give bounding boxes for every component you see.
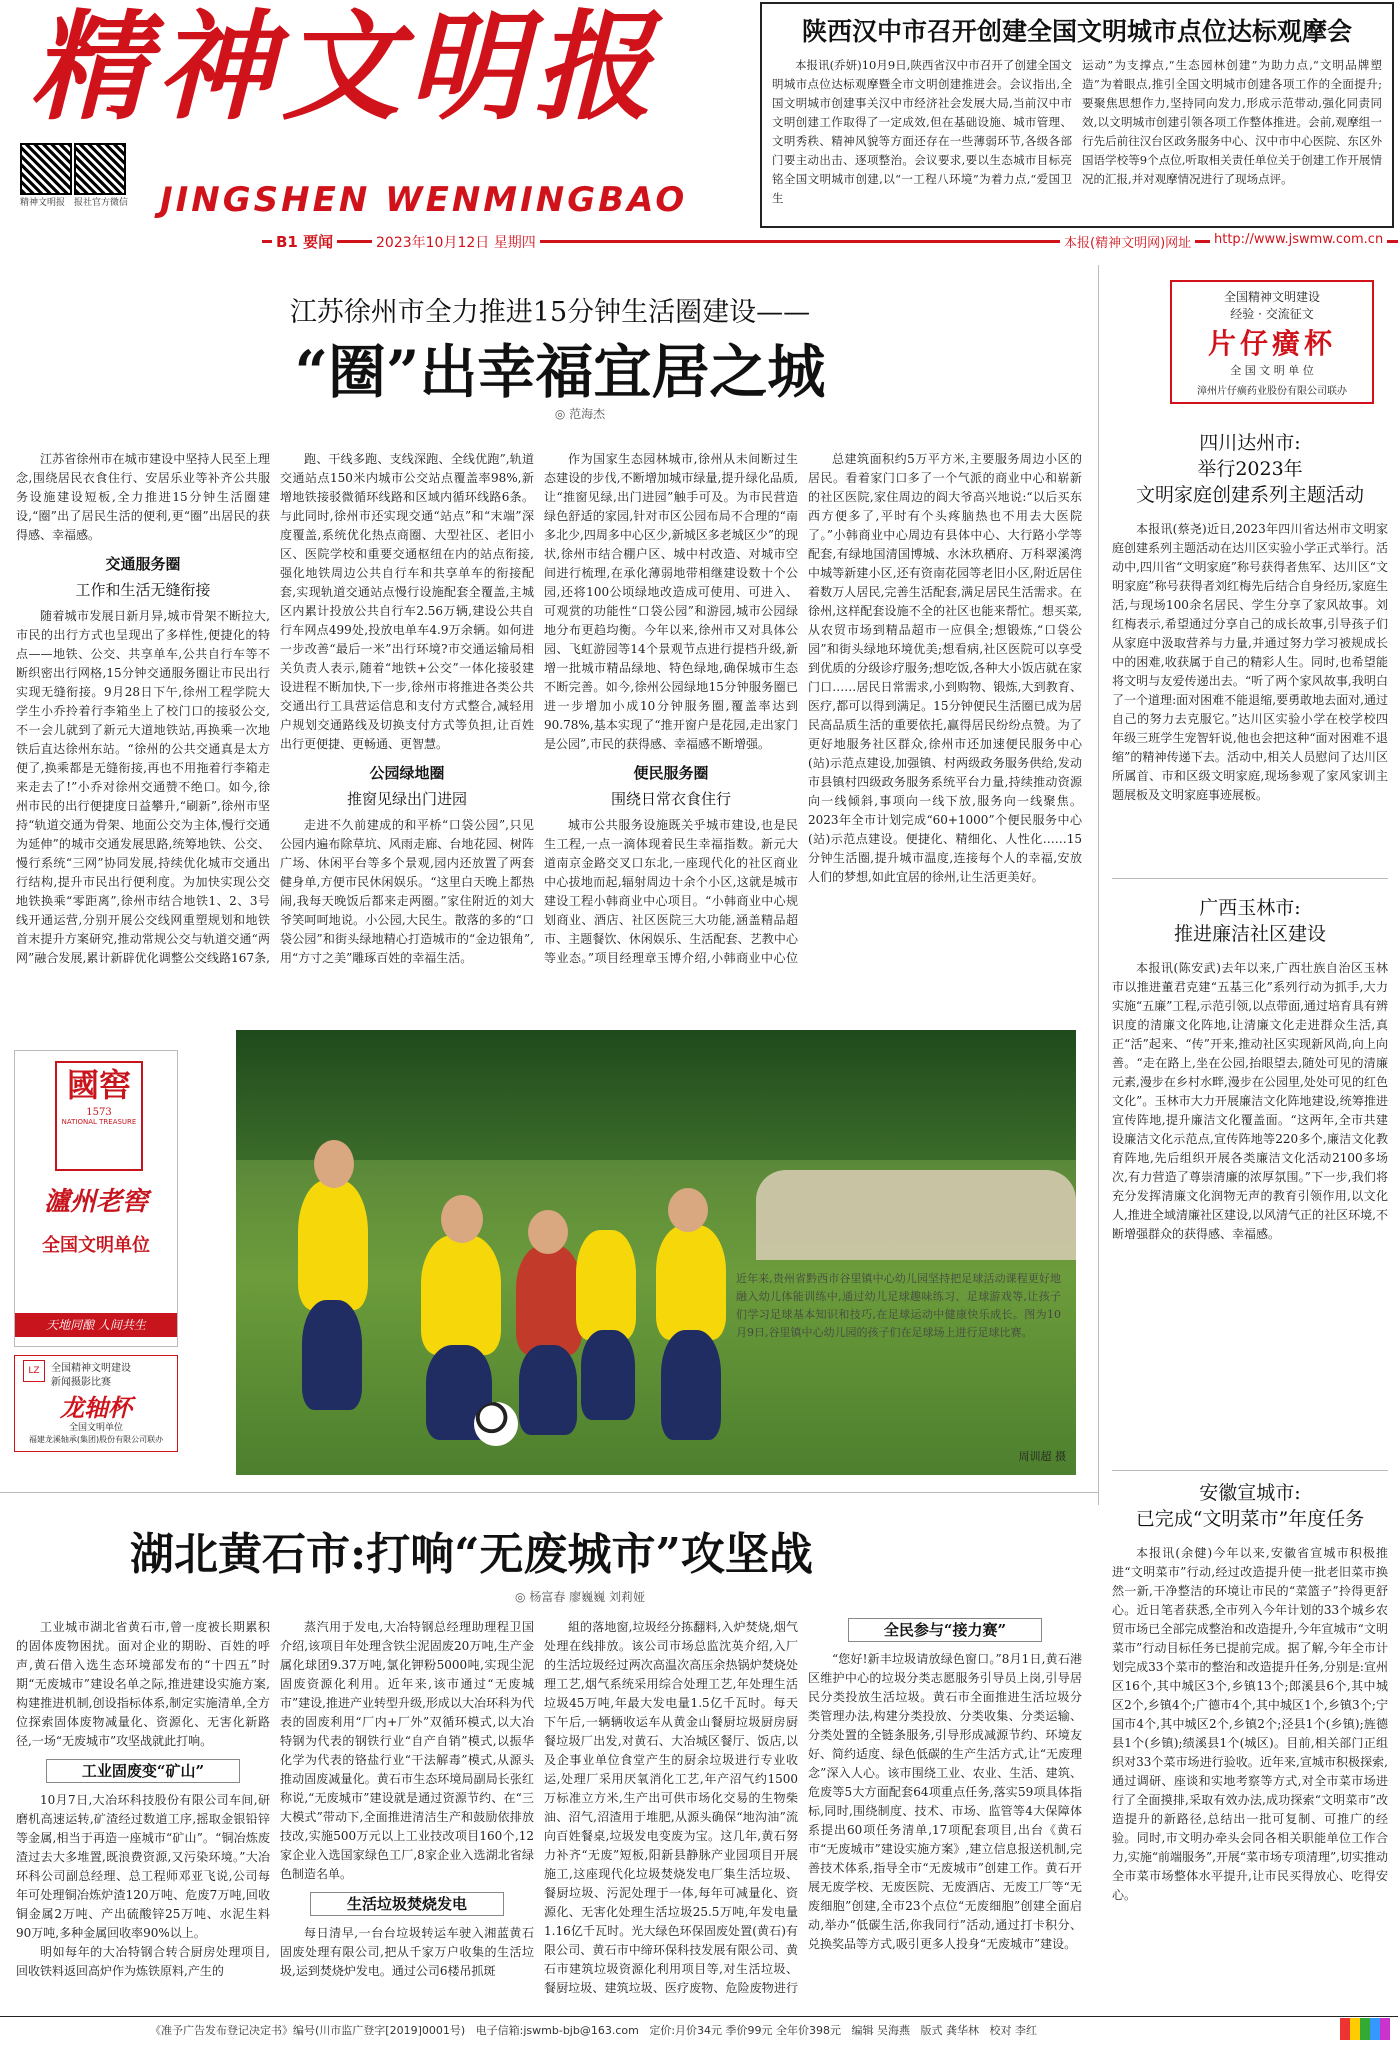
main-story-col3	[544, 450, 798, 970]
ad-unit: 全国文明单位	[42, 1235, 150, 1256]
paragraph: 工业城市湖北省黄石市,曾一度被长期累积的固体废物困扰。面对企业的期盼、百姓的呼声,黄石借入选生态环境部发布的“十四五”时期“无废城市”建设名单之际,推进建设实施方案,构建推进机制,创设指标体系,制定实施清单,全方位探索固体废物减量化、资源化、无害化新路径,一场“无废城市”攻坚战就此打响。	[16, 1620, 270, 1748]
footer-license: 《准予广告发布登记决定书》编号(川市监广登字[2019]0001号)	[150, 2024, 466, 2037]
ad-line: 全 国 文 明 单 位	[1230, 364, 1314, 377]
subhead: 全民参与“接力赛”	[848, 1618, 1042, 1642]
side-title: 举行2023年	[1197, 458, 1303, 480]
top-story-title: 陕西汉中市召开创建全国文明城市点位达标观摩会	[801, 17, 1352, 46]
ad-brand-en: NATIONAL TREASURE	[61, 1118, 137, 1126]
subhead: 便民服务圈	[633, 764, 709, 782]
side-body: 本报讯(陈安武)去年以来,广西壮族自治区玉林市以推进董君克建“五基三化”系列行动为抓手,大力实施“五廉”工程,示范引领,以点带面,通过培育具有辨识度的清廉文化阵地,让清廉文化走进群众生活,真正“活”起来、“传”开来,推动社区实现新风尚,向上向善。“走在路上,坐在公园,抬眼望去,随处可见的清廉元素,漫步在乡村水畔,漫步在公园里,处处可见的红色文化”。玉林市大力开展廉洁文化阵地建设,统筹推进宣传阵地,提升廉洁文化覆盖面。“这两年,全市共建设廉洁文化示范点,宣传阵地等220多个,廉洁文化教育阵地,先后组织开展各类廉洁文化活动2100多场次,有力营造了尊崇清廉的浓厚氛围。”下一步,我们将充分发挥清廉文化润物无声的教育引领作用,以文化人,推进全域清廉社区建设,以风清气正的社区环境,不断增强群众的获得感、幸福感。	[1112, 961, 1388, 1241]
paragraph: “您好!新丰垃圾请放绿色窗口。”8月1日,黄石港区维护中心的垃圾分类志愿服务引导员上岗,引导居民分类投放生活垃圾。黄石市全面推进生活垃圾分类管理办法,构建分类投放、分类收集、分类运输、分类处置的全链条服务,引导形成减源节约、环境友好、简约适度、绿色低碳的生产生活方式,让“无废理念”深入人心。该市围绕工业、农业、生活、建筑、危废等5大方面配套64项重点任务,落实59项具体指标,同时,围绕制度、技术、市场、监管等4大保障体系提出60项任务清单,17项配套项目,出台《黄石市“无废城市”建设实施方案》,建立信息报送机制,完善技术体系,指导全市“无废城市”创建工作。黄石开展无废学校、无废医院、无废酒店、无废工厂等“无废细胞”创建,全市23个点位“无废细胞”创建全面启动,举办“低碳生活,你我同行”活动,通过打卡积分、兑换奖品等方式,吸引更多人投身“无废城市”建设。	[808, 1652, 1082, 1951]
qr-label: 精神文明报	[20, 198, 66, 208]
ad-brand: 國窖	[66, 1066, 131, 1104]
top-story-col2: 运动”为支撑点,“生态园林创建”为助力点,“文明品牌塑造”为着眼点,推引全国文明城市创建各项工作的全面提升;要聚焦思想作力,坚持同向发力,形成示范带动,强化同责同效,以文明城市创建引领各项工作整体推进。会前,观摩组一行先后前往汉台区政务服务中心、汉中市中心医院、东区外国语学校等9个点位,听取相关责任单位关于创建工作开展情况的汇报,并对观摩情况进行了现场点评。	[1082, 58, 1382, 186]
qr-icon	[74, 143, 126, 195]
side-title: 安徽宣城市:	[1199, 1482, 1301, 1504]
footer-price: 定价:月价34元 季价99元 全年价398元	[649, 2024, 842, 2037]
bottom-story-headline: 湖北黄石市:打响“无废城市”攻坚战	[130, 1529, 813, 1580]
sidebar-divider	[1098, 265, 1099, 1505]
side-story-xuancheng	[1112, 1480, 1388, 2034]
subhead: 围绕日常衣食住行	[610, 790, 731, 808]
ad-brand: 龙轴杯	[60, 1393, 132, 1422]
paragraph: 随着城市发展日新月异,城市骨架不断拉大,市民的出行方式也呈现出了多样性,便捷化的特点——地铁、公交、共享单车,公共自行车等不断织密出行网格,15分钟交通服务圈让市民出行实现无缝衔接。9月28日下午,徐州工程学院大学生小乔拎着行李箱坐上了校门口的接驳公交,不一会儿就到了新元大道地铁站,再换乘一次地铁后直达徐州东站。“徐州的公共交通真是太方便了,换乘都是无缝衔接,再也不用拖着行李箱走来走去了!”小乔对徐州交通赞不绝口。如今,徐州市民的出行便捷度日益攀升,“刷新”,徐州市坚持“轨道交通为骨架、地面公交为主体,慢行交通为延伸”的城市交通发展思路,统筹地铁、公交、慢行系统“三网”协同发展,持续优化城市交通出行结构,提升市民出行便利度。为加快实现公交地铁换乘“零距离”,徐州市结合地铁1、2、3号线开通运营,分别开展公交线网重塑规划和地铁首末提升方案研究,推动常规公交与轨道交通“两网”融合发展,累计新辟优化调整公交线路167条,	[16, 609, 270, 965]
paragraph: 每日清早,一台台垃圾转运车驶入湘蓝黄石固废处理有限公司,把从千家万户收集的生活垃圾,运到焚烧炉发电。通过公司6楼吊抓斑	[280, 1926, 534, 1978]
qr-code-1	[20, 143, 72, 208]
section-label: B1 要闻	[272, 231, 337, 252]
child-figure	[576, 1230, 636, 1340]
subhead: 工作和生活无缝衔接	[75, 581, 211, 599]
side-story-yulin	[1112, 895, 1388, 1489]
footer-editor: 编辑 吴海燕	[851, 2024, 911, 2037]
top-story-box	[760, 2, 1394, 228]
lz-logo-icon: LZ	[23, 1360, 45, 1382]
paragraph: 城市公共服务设施既关乎城市建设,也是民生工程,一点一滴体现着民生幸福指数。新元大道南京金路交叉口东北,一座现代化的社区商业中心拔地而起,辐射周边十余个小区,这就是城市建设工程小韩商业中心项目。“小韩商业中心规划商业、酒店、社区医院三大功能,涵盖精品超市、主题餐饮、休闲娱乐、生活配套、艺教中心等业态。”项目经理章玉博介绍,小韩商业中心位	[544, 818, 798, 965]
paragraph: 跑、干线多跑、支线深跑、全线优跑”,轨道交通站点150米内城市公交站点覆盖率98%,新增地铁接驳微循环线路和区域内循环线路6条。与此同时,徐州市还实现交通“站点”和“末端”深度覆盖,系统优化热点商圈、大型社区、老旧小区、医院学校和重要交通枢纽在内的站点衔接,强化地铁周边公共自行车和共享单车的衔接配套,实现轨道交通站点慢行设施配套全覆盖,主城区内累计投放公共自行车2.56万辆,建设公共自行车网点499处,投放电单车4.9万余辆。如何进一步改善“最后一米”出行环境?市交通运输局相关负责人表示,随着“地铁+公交”一体化接驳建设进程不断加快,下一步,徐州市将推进各类公共交通出行工具营运信息和支付方式整合,减轻用户规划交通路线及切换支付方式等负担,让百姓出行更便捷、更畅通、更智慧。	[280, 452, 534, 751]
bottom-col2	[280, 1618, 534, 1998]
qr-label: 报社官方微信	[74, 198, 129, 208]
footer-email[interactable]: 电子信箱:jswmb-bjb@163.com	[475, 2024, 639, 2037]
footer	[150, 2022, 1390, 2038]
guojiao-logo	[55, 1061, 143, 1171]
bottom-story-byline: ◎ 杨富春 廖巍巍 刘莉娅	[515, 1590, 645, 1604]
ad-year: 1573	[86, 1107, 112, 1118]
subhead: 生活垃圾焚烧发电	[310, 1892, 504, 1916]
ad-slogan: 天地同酿 人间共生	[15, 1313, 177, 1337]
photo-caption: 近年来,贵州省黔西市谷里镇中心幼儿园坚持把足球活动课程更好地融入幼儿体能训练中,通过幼儿足球趣味练习、足球游戏等,让孩子们学习足球基本知识和技巧,在足球运动中健康快乐成长。图为10月9日,谷里镇中心幼儿园的孩子们在足球场上进行足球比赛。	[736, 1272, 1061, 1339]
side-title: 文明家庭创建系列主题活动	[1135, 484, 1364, 506]
side-title: 四川达州市:	[1199, 432, 1301, 454]
section-bar	[0, 230, 1398, 252]
side-body: 本报讯(蔡尧)近日,2023年四川省达州市文明家庭创建系列主题活动在达川区实验小学正式举行。活动中,四川省“文明家庭”称号获得者焦军、达川区“文明家庭”称号获得者刘红梅先后结合自身经历,家庭生活,与现场100余名居民、学生分享了家风故事。刘红梅表示,希望通过分享自己的成长故事,引导孩子们从家庭中汲取营养与力量,并通过努力学习被规成长中的困难,收获属于自己的精彩人生。同时,也希望能将文明与友爱传递出去。“听了两个家风故事,我明白了一个道理:面对困难不能退缩,要勇敢地去面对,通过自己的努力去克服它。”达川区实验小学在校学校四年级三班学生宠智轩说,他也会把这种“面对困难不退缩”的精神传递下去。活动中,相关人员慰问了达川区所属首、市和区级文明家庭,现场参观了家风家训主题展板及文明家庭事迹展板。	[1112, 522, 1388, 802]
newspaper-pinyin: JINGSHEN WENMINGBAO	[160, 180, 688, 220]
side-title: 广西玉林市:	[1199, 897, 1301, 919]
website-label: 本报(精神文明网)网址	[1060, 232, 1195, 251]
bottom-col1	[16, 1618, 270, 1998]
newspaper-logo: 精神文明报	[30, 0, 661, 136]
paragraph: 走进不久前建成的和平桥“口袋公园”,只见公园内遍布除草坑、风雨走廊、台地花园、树阵广场、休闲平台等多个景观,园内还放置了两套健身单,方便市民休闲娱乐。“这里白天晚上都热闹,我每天晚饭后都来走两圈。”家住附近的刘大爷笑呵呵地说。小公园,大民生。散落的多的“口袋公园”和街头绿地精心打造城市的“金边银角”,用“方寸之美”雕琢百姓的幸福生活。	[280, 818, 534, 965]
issue-date: 2023年10月12日 星期四	[372, 232, 540, 252]
side-story-dazhou	[1112, 430, 1388, 880]
website-url[interactable]: http://www.jswmw.com.cn	[1210, 232, 1387, 247]
bottom-col3	[544, 1618, 798, 1998]
main-story-col1	[16, 450, 270, 970]
side-body: 本报讯(余健)今年以来,安徽省宣城市积极推进“文明菜市”行动,经过改造提升使一批老旧菜市换然一新,干净整洁的环境让市民的“菜篮子”拎得更舒心。近日笔者获悉,全市列入今年计划的33个城乡农贸市场已全部完成整治和改造提升,今年宣城市“文明菜市”行动目标任务已提前完成。据了解,今年全市计划完成33个菜市的整治和改造提升任务,分别是:宣州区16个,其中城区3个,乡镇13个;郎溪县6个,其中城区2个,乡镇4个;广德市4个,其中城区1个,乡镇3个;宁国市4个,其中城区2个,乡镇2个;泾县1个(乡镇);旌德县1个(乡镇);绩溪县1个(城区)。目前,相关部门正组织对33个菜市场进行验收。近年来,宣城市积极探索,通过调研、座谈和实地考察等方式,对全市菜市场进行了全面摸排,采取有效办法,成功探索“文明菜市”改造提升的新路径,总结出一批可复制、可推广的经验。同时,市文明办牵头会同各相关职能单位工作合力,实施“前端服务”,开展“菜市场专项清理”,切实推动全市菜市场整体水平提升,让市民买得放心、吃得安心。	[1112, 1546, 1388, 1902]
photo-credit: 周训超 摄	[1018, 1450, 1066, 1463]
ad-longzhou	[14, 1355, 178, 1452]
child-figure	[298, 1180, 368, 1310]
paragraph: 蒸汽用于发电,大冶特钢总经理助理程卫国介绍,该项目年处理含铁尘泥固废20万吨,生产金属化球团9.37万吨,氯化钾粉5000吨,实现尘泥固废资源化利用。近年来,该市通过“无废城市”建设,推进产业转型升级,形成以大冶环科为代表的固废利用“厂内+厂外”双循环模式,以大冶特钢为代表的钢铁行业“自产自销”模式,以振华化学为代表的铬盐行业“干法解毒”模式,从源头推动固废减量化。黄石市生态环境局副局长张红称说,“无废城市”建设就是通过资源节约、在“三大模式”带动下,全面推进清洁生产和鼓励依排放技改,实施500万元以上工业技改项目160个,12家企业入选国家绿色工厂,8家企业入选湖北省绿色制造名单。	[280, 1620, 534, 1881]
ad-line: 全国精神文明建设	[51, 1363, 131, 1374]
main-story-col2	[280, 450, 534, 970]
main-story-byline: ◎ 范海杰	[554, 407, 606, 421]
subhead: 工业固废变“矿山”	[46, 1759, 240, 1783]
ad-pianzaihuang	[1170, 280, 1374, 404]
child-figure	[421, 1235, 501, 1355]
main-story-headline: “圈”出幸福宜居之城	[294, 338, 826, 406]
child-figure	[516, 1245, 582, 1355]
subhead: 推窗见绿出门进园	[346, 790, 467, 808]
color-registration-bar	[1340, 2018, 1390, 2040]
bottom-col4	[808, 1618, 1082, 1998]
ad-company: 福建龙溪轴承(集团)股份有限公司联办	[28, 1435, 164, 1444]
subhead: 公园绿地圈	[369, 764, 445, 782]
building-shape	[756, 1170, 1076, 1260]
ad-liquor: 瀘州老窖	[43, 1187, 148, 1217]
main-story-kicker: 江苏徐州市全力推进15分钟生活圈建设——	[289, 297, 811, 328]
subhead: 交通服务圈	[105, 555, 181, 573]
qr-code-2	[74, 143, 128, 208]
footer-proof: 校对 李红	[989, 2024, 1038, 2037]
ad-line: 全国精神文明建设	[1223, 290, 1320, 304]
ad-guojiao	[14, 1050, 178, 1347]
qr-icon	[20, 143, 72, 195]
ad-unit: 全国文明单位	[68, 1423, 123, 1433]
side-title: 推进廉洁社区建设	[1173, 923, 1326, 945]
child-figure	[656, 1225, 726, 1340]
side-title: 已完成“文明菜市”年度任务	[1135, 1508, 1365, 1530]
top-story-col1: 本报讯(乔妍)10月9日,陕西省汉中市召开了创建全国文明城市点位达标观摩暨全市文明创建推进会。会议指出,全国文明城市创建事关汉中市经济社会发展大局,当前汉中市文明创建工作取得了一定成效,但在基础设施、城市管理、文明秀秩、精神风貌等方面还存在一些薄弱环节,各级各部门要主动出击、逐项整治。会议要求,要以生态城市目标亮铭全国文明城市创建,以“一工程八环境”为着力点,“爱国卫生	[772, 58, 1072, 205]
ad-company: 漳州片仔癀药业股份有限公司联办	[1197, 386, 1347, 397]
football-photo	[236, 1030, 1076, 1475]
paragraph: 作为国家生态园林城市,徐州从未间断过生态建设的步伐,不断增加城市绿量,提升绿化品质,让“推窗见绿,出门进园”触手可及。为市民营造绿色舒适的家园,针对市区公园布局不合理的“南多北少,四周多中心区少,新城区多老城区少”的现状,徐州市结合棚户区、城中村改造、对城市空间进行梳理,在承化薄弱地带相继建设数十个公园,还将100公顷绿地改造成可使用、可进入、可观赏的功能性“口袋公园”和游园,城市公园绿地分布更趋均衡。今年以来,徐州市又对具体公园、飞虹游园等14个景观节点进行提档升级,新增一批城市精品绿地、特色绿地,确保城市生态不断完善。如今,徐州公园绿地15分钟服务圈已进一步增加小成10分钟服务圈,覆盖率达到90.78%,基本实现了“推开窗户是花园,走出家门是公园”,市民的获得感、幸福感不断增强。	[544, 452, 798, 751]
paragraph: 組的落地窗,垃圾经分拣翻料,入炉焚烧,烟气处理在线排放。该公司市场总监沈英介绍,入厂的生活垃圾经过两次高温次高压余热锅炉焚烧处理工艺,烟气系统采用综合处理工艺,年处理生活垃圾45万吨,年最大发电量1.5亿千瓦时。每天下午后,一辆辆收运车从黄金山餐厨垃圾厨房厨餐垃圾厂出发,对黄石、大冶城区餐厅、饭店,以及企事业单位食堂产生的厨余垃圾进行专业收运,处理厂采用厌氧消化工艺,年产沼气约1500万标准立方米,生产出可供市场化交易的生物柴油、沼气,沼渣用于堆肥,从源头确保“地沟油”流向百姓餐桌,垃圾发电变废为宝。这几年,黄石努力补齐“无废”短板,阳新县静脉产业园项目开展施工,这座现代化垃圾焚烧发电厂集生活垃圾、餐厨垃圾、污泥处理于一体,每年可减量化、资源化、无害化处理生活垃圾25.5万吨,年发电量1.16亿千瓦时。光大绿色环保固废处置(黄石)有限公司、黄石市中缔环保科技发展有限公司、黄石市建筑垃圾资源化利用项目等,对生活垃圾、餐厨垃圾、建筑垃圾、医疗废物、危险废物进行	[544, 1620, 798, 1995]
paragraph: 总建筑面积约5万平方米,主要服务周边小区的居民。看着家门口多了一个气派的商业中心和崭新的社区医院,家住周边的阎大爷高兴地说:“以后买东西方便多了,平时有个头疼脑热也不用去大医院了。”小韩商业中心周边有县体中心、大行路小学等配套,有绿地国清国博城、水沐玖栖府、万科翠溪湾中城等新建小区,还有资南花园等老旧小区,附近居住着数万人居民,完善生活配套,满足居民生活需求。在徐州,这样配套设施不全的社区也能来帮忙。想买菜,从农贸市场到精品超市一应俱全;想锻炼,“口袋公园”和街头绿地环境优美;想看病,社区医院可以享受到优质的分级诊疗服务;想吃饭,各种大小饭店就在家门口……居民日常需求,小到购物、锻炼,大到教育、医疗,都可以得到满足。15分钟便民生活圈已成为居民高品质生活的重要依托,赢得居民纷纷点赞。为了更好地服务社区群众,徐州市还加速便民服务中心(站)示范点建设,加强镇、村两级政务服务供给,发动市县镇村四级政务服务系统平台力量,持续推动资源向一线倾斜,事项向一线下放,服务向一线聚焦。2023年全市计划完成“60+1000”个便民服务中心(站)示范点建设。便捷化、精细化、人性化……15分钟生活圈,提升城市温度,连接每个人的幸福,安放人们的梦想,如此宜居的徐州,让生活更美好。	[808, 452, 1082, 884]
footer-designer: 版式 龚华林	[920, 2024, 980, 2037]
main-story-col4	[808, 450, 1082, 970]
ad-line: 新闻摄影比赛	[51, 1377, 111, 1388]
ad-line: 经验 · 交流征文	[1230, 307, 1314, 321]
paragraph: 江苏省徐州市在城市建设中坚持人民至上理念,围绕居民衣食住行、安居乐业等补齐公共服务设施建设短板,全力推进15分钟生活圈建设,“圈”出了居民生活的便利,更“圈”出居民的获得感、幸福感。	[16, 452, 270, 542]
ad-brand: 片仔癀杯	[1207, 327, 1336, 360]
paragraph: 明如每年的大冶特钢合转合厨房处理项目,回收铁料返回高炉作为炼铁原料,产生的	[16, 1945, 270, 1978]
football-icon	[474, 1402, 518, 1446]
paragraph: 10月7日,大冶环科技股份有限公司车间,研磨机高速运转,矿渣经过数道工序,摇取金银铅锌等金属,相当于再造一座城市“矿山”。“铜冶炼废渣过去大多堆置,既浪费资源,又污染环境。”大冶环科公司副总经理、总工程师邓亚飞说,公司每年可处理铜冶炼炉渣120万吨、危废7万吨,回收铜金属2万吨、产出硫酸锌25万吨、水泥生料90万吨,多种金属回收率90%以上。	[16, 1793, 270, 1940]
